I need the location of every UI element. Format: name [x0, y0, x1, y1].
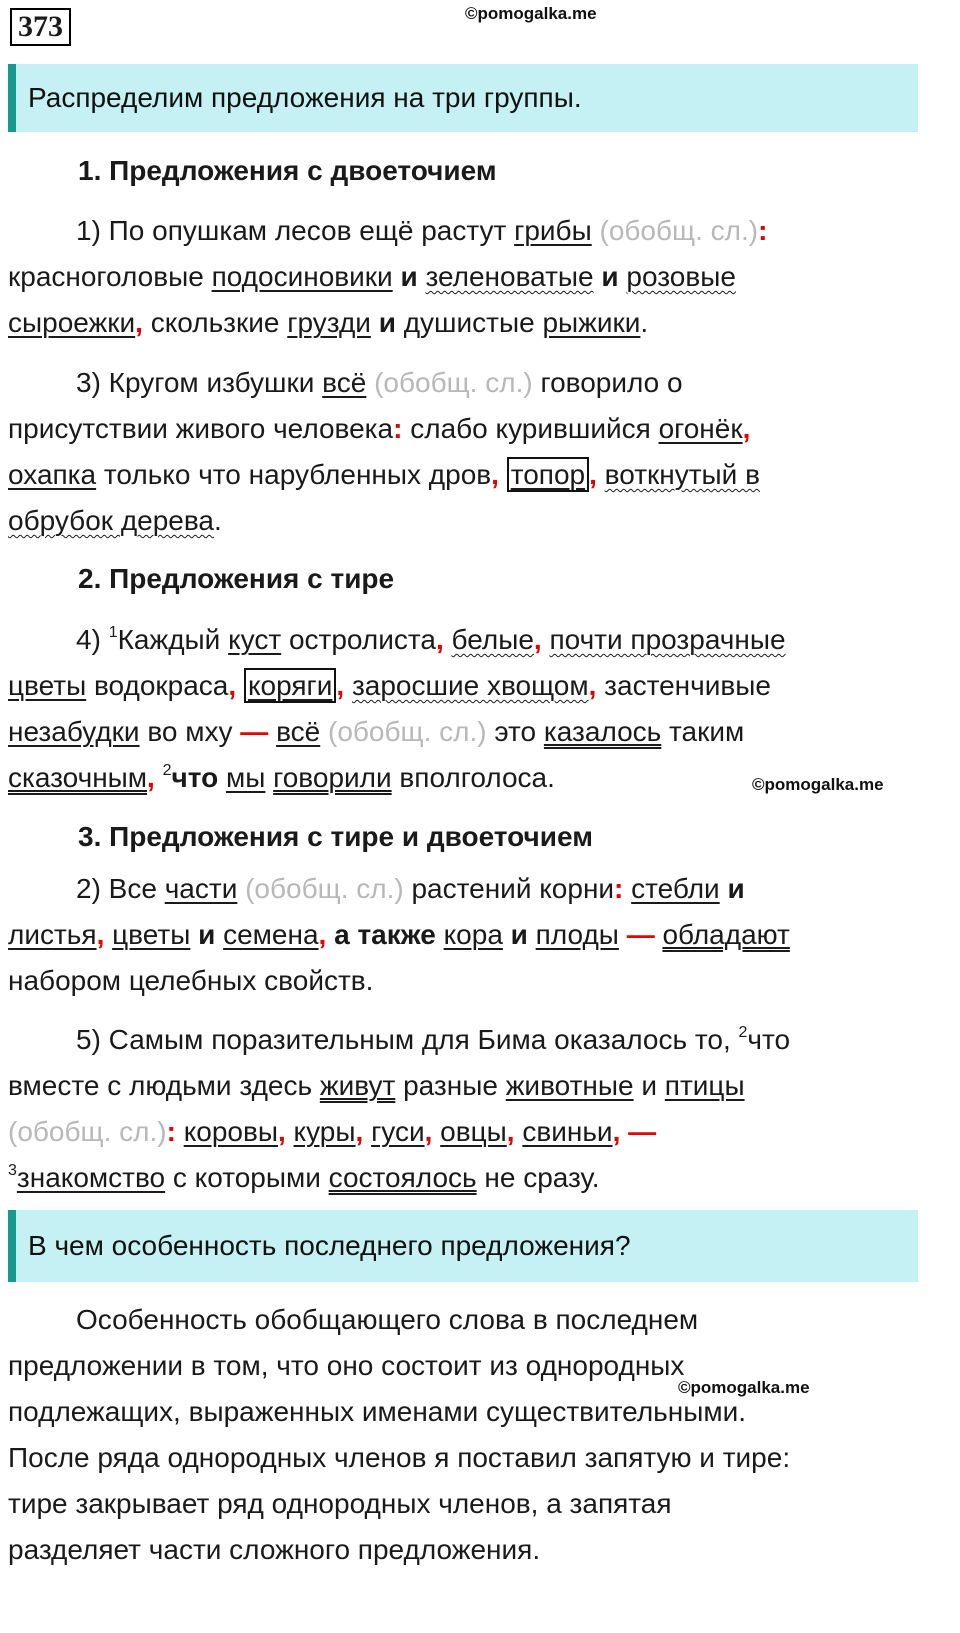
- heading-group-3: 3. Предложения с тире и двоеточием: [78, 821, 593, 852]
- subject: свиньи: [522, 1116, 613, 1147]
- text: набором целебных свойств.: [8, 965, 374, 996]
- text: разные: [395, 1070, 506, 1101]
- heading-group-1: 1. Предложения с двоеточием: [78, 155, 497, 186]
- predicate: сказочным: [8, 762, 148, 793]
- text: слабо курившийся: [402, 413, 659, 444]
- subject: животные: [505, 1070, 634, 1101]
- subject-boxed: топор: [507, 457, 589, 492]
- punct-comma: ,: [96, 919, 105, 950]
- subject: коровы: [183, 1116, 278, 1147]
- clause-index: 1: [108, 624, 118, 641]
- conj: и: [378, 307, 396, 338]
- conj: и: [601, 261, 619, 292]
- subject: листья: [8, 919, 97, 950]
- punct-comma: ,: [435, 624, 444, 655]
- text: скользкие: [142, 307, 288, 338]
- generalizing-note: (обобщ. сл.): [8, 1116, 167, 1147]
- task-number: 373: [10, 8, 71, 46]
- subject: куст: [228, 624, 282, 655]
- punct-comma: ,: [506, 1116, 515, 1147]
- subject: незабудки: [8, 716, 140, 747]
- text: только что нарубленных дров: [96, 459, 492, 490]
- sentence-5: [8, 1017, 913, 1201]
- subject: знакомство: [16, 1162, 166, 1193]
- generalizing-note: (обобщ. сл.): [374, 367, 533, 398]
- text: не сразу.: [476, 1162, 600, 1193]
- text: .: [214, 505, 222, 536]
- punct-colon: :: [166, 1116, 176, 1147]
- punct-comma: ,: [355, 1116, 364, 1147]
- text: вместе с людьми здесь: [8, 1070, 320, 1101]
- banner-question: В чем особенность последнего предложения?: [8, 1210, 918, 1282]
- text: это: [486, 716, 544, 747]
- predicate: казалось: [543, 716, 662, 747]
- subject: птицы: [664, 1070, 745, 1101]
- punct-comma: ,: [533, 624, 542, 655]
- predicate: обладают: [662, 919, 790, 950]
- subject: семена: [223, 919, 319, 950]
- clause-index: 2: [738, 1024, 748, 1041]
- subject: плоды: [535, 919, 619, 950]
- punct-comma: ,: [147, 762, 155, 793]
- text: 2) Все: [76, 873, 165, 904]
- text: красноголовые: [8, 261, 212, 292]
- punct-comma: ,: [588, 670, 597, 701]
- answer-paragraph: [8, 1297, 913, 1573]
- sentence-2: [8, 866, 913, 1004]
- subject: стебли: [631, 873, 720, 904]
- text: 3) Кругом избушки: [76, 367, 323, 398]
- subject: кора: [443, 919, 503, 950]
- predicate: говорили: [273, 762, 392, 793]
- participle-phrase: обрубок дерева: [8, 505, 215, 536]
- banner-intro: Распределим предложения на три группы.: [8, 64, 918, 132]
- text: во мху: [139, 716, 241, 747]
- punct-comma: ,: [336, 670, 345, 701]
- attribute: белые: [451, 624, 534, 655]
- subject: цветы: [8, 670, 87, 701]
- punct-comma: ,: [277, 1116, 286, 1147]
- punct-comma: ,: [491, 459, 499, 490]
- punct-dash: —: [626, 919, 655, 950]
- punct-comma: ,: [742, 413, 751, 444]
- conj: что: [171, 762, 219, 793]
- subject: подосиновики: [211, 261, 393, 292]
- conj: и: [510, 919, 528, 950]
- predicate: состоялось: [328, 1162, 477, 1193]
- subject-boxed: коряги: [244, 668, 336, 703]
- conj: и: [198, 919, 216, 950]
- attribute: почти прозрачные: [549, 624, 786, 655]
- text: и: [633, 1070, 665, 1101]
- text: душистые: [403, 307, 535, 338]
- subject: цветы: [112, 919, 191, 950]
- conj: и: [400, 261, 418, 292]
- punct-dash: —: [240, 716, 269, 747]
- generalizing-note: (обобщ. сл.): [245, 873, 404, 904]
- punct-comma: ,: [424, 1116, 433, 1147]
- text: остролиста: [281, 624, 436, 655]
- answer-line: После ряда однородных членов я поставил запятую и тире:: [8, 1442, 791, 1473]
- conj: а также: [334, 919, 436, 950]
- text: застенчивые: [596, 670, 771, 701]
- text: 5) Самым поразительным для Бима оказалось то,: [76, 1024, 739, 1055]
- sentence-3: [8, 360, 913, 544]
- subject: овцы: [440, 1116, 507, 1147]
- participle-phrase: заросшие хвощом: [351, 670, 589, 701]
- subject: грузди: [287, 307, 371, 338]
- answer-line: тире закрывает ряд однородных членов, а запятая: [8, 1488, 672, 1519]
- punct-comma: ,: [318, 919, 327, 950]
- text: 4): [76, 624, 109, 655]
- punct-comma: ,: [228, 670, 237, 701]
- heading-group-2: 2. Предложения с тире: [78, 563, 395, 594]
- text: что: [747, 1024, 791, 1055]
- text: растений корни: [403, 873, 615, 904]
- punct-dash: —: [628, 1116, 657, 1147]
- text: 1) По опушкам лесов ещё растут: [76, 215, 515, 246]
- answer-line: предложении в том, что оно состоит из однородных: [8, 1350, 685, 1381]
- punct-comma: ,: [135, 307, 143, 338]
- clause-index: 2: [162, 762, 172, 779]
- text: водокраса: [86, 670, 229, 701]
- subject: части: [164, 873, 238, 904]
- punct-colon: :: [393, 413, 403, 444]
- punct-comma: ,: [589, 459, 597, 490]
- text: вполголоса.: [391, 762, 555, 793]
- answer-line: подлежащих, выраженных именами существительными.: [8, 1396, 747, 1427]
- subject: сыроежки: [8, 307, 136, 338]
- predicate: живут: [319, 1070, 396, 1101]
- subject: охапка: [8, 459, 97, 490]
- answer-line: разделяет части сложного предложения.: [8, 1534, 541, 1565]
- clause-index: 3: [8, 1162, 17, 1179]
- subject: огонёк: [658, 413, 743, 444]
- conj: и: [727, 873, 745, 904]
- subject: рыжики: [542, 307, 641, 338]
- sentence-1: [8, 208, 913, 346]
- watermark: ©pomogalka.me: [465, 4, 597, 23]
- text: с которыми: [165, 1162, 329, 1193]
- text: .: [640, 307, 649, 338]
- watermark: ©pomogalka.me: [752, 775, 884, 794]
- watermark: ©pomogalka.me: [678, 1378, 810, 1397]
- text: присутствии живого человека: [8, 413, 394, 444]
- punct-colon: :: [758, 215, 768, 246]
- text: говорило о: [532, 367, 683, 398]
- punct-colon: :: [614, 873, 624, 904]
- participle-phrase: воткнутый в: [604, 459, 760, 490]
- subject: куры: [293, 1116, 356, 1147]
- attribute: зеленоватые: [425, 261, 594, 292]
- attribute: розовые: [626, 261, 736, 292]
- subject: гуси: [371, 1116, 425, 1147]
- subject: грибы: [514, 215, 592, 246]
- subject: всё: [322, 367, 367, 398]
- text: таким: [661, 716, 745, 747]
- generalizing-note: (обобщ. сл.): [599, 215, 759, 246]
- punct-comma: ,: [612, 1116, 621, 1147]
- subject: мы: [225, 762, 266, 793]
- subject: всё: [276, 716, 321, 747]
- text: Каждый: [117, 624, 229, 655]
- answer-line: Особенность обобщающего слова в последнем: [76, 1304, 699, 1335]
- generalizing-note: (обобщ. сл.): [328, 716, 487, 747]
- sentence-4: [8, 617, 913, 801]
